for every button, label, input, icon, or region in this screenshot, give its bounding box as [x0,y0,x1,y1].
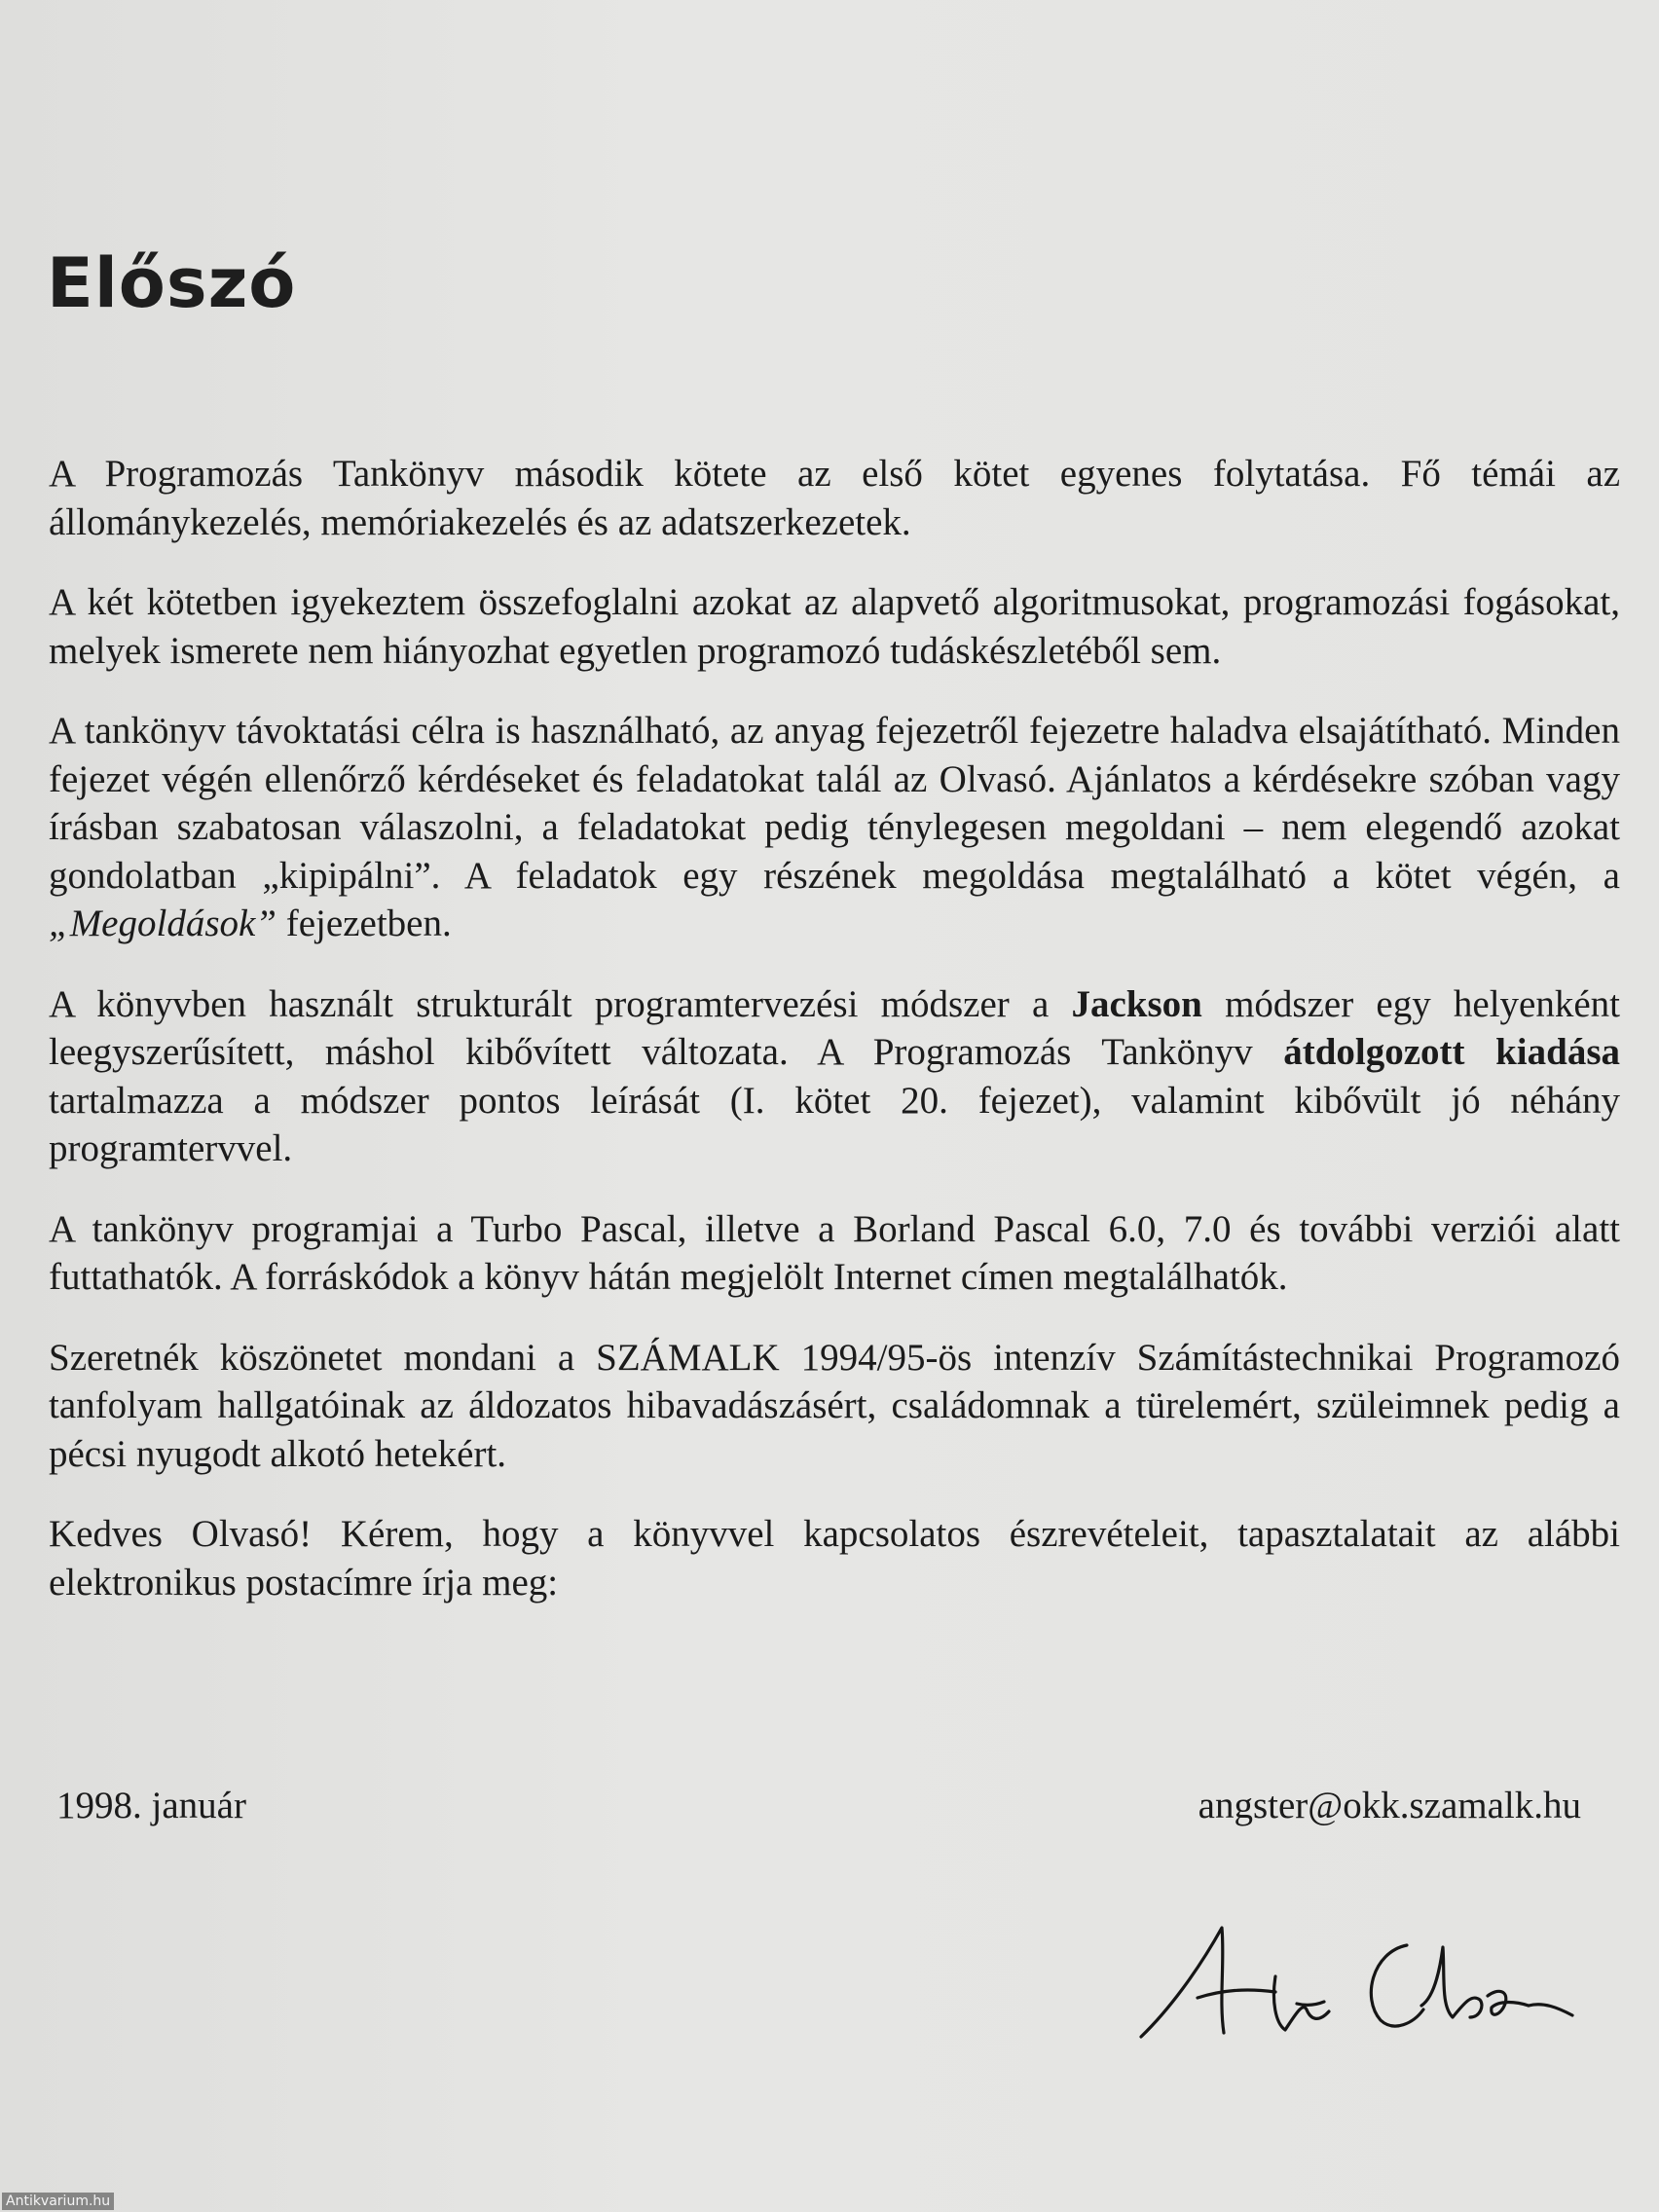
paragraph-3-text: A tankönyv távoktatási célra is használható, az anyag fejezetről fejezetre haladva elsajátítható. Minden fejezet végén ellenőrző kérdéseket és feladatokat talál az Olvasó. Ajánlatos a kérdésekre szóban vagy írásban szabatosan válaszolni, a feladatokat pedig ténylegesen megoldani – nem elegendő azokat gondolatban „kipipálni”. A feladatok egy részének megoldása megtalálható a kötet végén, a [49,710,1620,897]
date-line: 1998. január [56,1785,246,1826]
author-signature [1129,1908,1587,2054]
paragraph-5: A tankönyv programjai a Turbo Pascal, illetve a Borland Pascal 6.0, 7.0 és további verziói alatt futtathatók. A forráskódok a könyv hátán megjelölt Internet címen megtalálhatók. [49,1207,1620,1298]
jackson-term: Jackson [1071,982,1202,1025]
solutions-chapter-ref: „Megoldások” [49,903,276,944]
paragraph-6: Szeretnék köszönetet mondani a SZÁMALK 1994/95-ös intenzív Számítástechnikai Programozó tanfolyam hallgatóinak az áldozatos hibavadászásért, családomnak a türelemért, szüleimnek pedig a pécsi nyugodt alkotó hetekért. [49,1336,1620,1475]
watermark-label: Antikvarium.hu [2,2193,114,2210]
paragraph-4-middle: módszer egy helyenként leegyszerűsített, máshol kibővített változata. A Programozás Tankönyv [49,982,1621,1073]
revised-edition-term: átdolgozott kiadása [1283,1031,1620,1073]
paragraph-7: Kedves Olvasó! Kérem, hogy a könyvvel kapcsolatos észrevételeit, tapasztalatait az alábbi elektronikus postacímre írja meg: [49,1513,1620,1604]
page-title: Előszó [47,243,297,323]
paragraph-4 [49,980,1620,1173]
paragraph-4-text: A könyvben használt strukturált programtervezési módszer a [49,982,1072,1025]
paragraph-1: A Programozás Tankönyv második kötete az első kötet egyenes folytatása. Fő témái az állománykezelés, memóriakezelés és az adatszerkezetek. [49,453,1620,543]
paragraph-3-end: fejezetben. [276,903,452,944]
paragraph-4-end: tartalmazza a módszer pontos leírását (I. kötet 20. fejezet), valamint kibővült jó néhány programtervvel. [49,1079,1620,1169]
preface-body [49,450,1620,1606]
author-email: angster@okk.szamalk.hu [1198,1785,1581,1826]
paragraph-2: A két kötetben igyekeztem összefoglalni azokat az alapvető algoritmusokat, programozási fogásokat, melyek ismerete nem hiányozhat egyetlen programozó tudáskészletéből sem. [49,581,1620,672]
paragraph-3 [49,707,1620,948]
